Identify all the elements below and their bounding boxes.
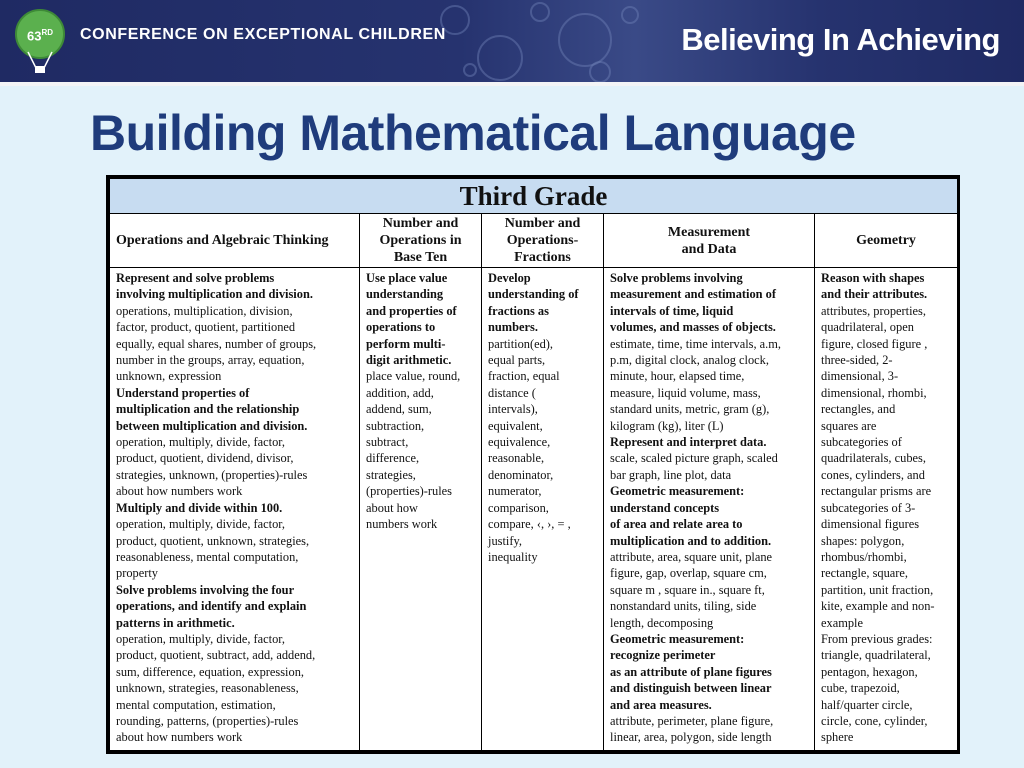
vocabulary-text: quadrilateral, open	[821, 320, 914, 335]
standard-heading: Represent and interpret data.	[610, 435, 767, 450]
standard-heading: and their attributes.	[821, 287, 928, 302]
standard-heading: Geometric measurement:	[610, 484, 745, 499]
standard-heading: Understand properties of	[116, 385, 250, 400]
standard-heading: between multiplication and division.	[116, 418, 308, 433]
vocabulary-text: compare, ‹, ›, = ,	[488, 517, 571, 532]
standard-heading: understand concepts	[610, 500, 720, 515]
vocabulary-text: operations, multiplication, division,	[116, 303, 293, 318]
vocabulary-text: operation, multiply, divide, factor,	[116, 435, 286, 450]
standard-heading: volumes, and masses of objects.	[610, 320, 776, 335]
standard-heading: Geometric measurement:	[610, 631, 745, 646]
standard-heading: Represent and solve problems	[116, 271, 275, 285]
standard-heading: Solve problems involving	[610, 271, 743, 285]
logo-number: 63RD	[27, 28, 54, 44]
column-header-fractions	[482, 214, 604, 268]
vocabulary-text: squares are	[821, 418, 877, 433]
vocabulary-text: minute, hour, elapsed time,	[610, 369, 745, 384]
column-content-base-ten	[360, 268, 482, 751]
vocabulary-text: inequality	[488, 549, 538, 564]
vocabulary-text: operation, multiply, divide, factor,	[116, 631, 286, 646]
vocabulary-text: property	[116, 566, 158, 581]
column-header-line: Operations-	[506, 233, 579, 248]
vocabulary-text: estimate, time, time intervals, a.m,	[610, 336, 782, 351]
standard-heading: understanding	[366, 287, 444, 302]
vocabulary-text: addition, add,	[366, 385, 434, 400]
vocabulary-text: difference,	[366, 451, 420, 466]
column-header-operations-algebraic	[110, 214, 360, 268]
column-header-base-ten	[360, 214, 482, 268]
standard-heading: Multiply and divide within 100.	[116, 500, 283, 515]
vocabulary-text: place value, round,	[366, 369, 461, 384]
vocabulary-text: about how	[366, 500, 418, 515]
vocabulary-text: about how numbers work	[116, 730, 243, 745]
vocabulary-text: attributes, properties,	[821, 303, 926, 318]
standard-heading: Reason with shapes	[821, 271, 925, 285]
vocabulary-text: cones, cylinders, and	[821, 467, 925, 482]
vocabulary-text: rectangular prisms are	[821, 484, 932, 499]
vocabulary-text: p.m, digital clock, analog clock,	[610, 353, 769, 368]
standard-heading: numbers.	[488, 320, 538, 335]
vocabulary-text: rectangle, square,	[821, 566, 909, 581]
standard-heading: operations to	[366, 320, 436, 335]
vocabulary-text: product, quotient, dividend, divisor,	[116, 451, 294, 466]
vocabulary-text: strategies,	[366, 467, 416, 482]
vocabulary-text: equal parts,	[488, 353, 546, 368]
vocabulary-text: scale, scaled picture graph, scaled	[610, 451, 778, 466]
header-banner	[0, 0, 1024, 82]
standard-heading: operations, and identify and explain	[116, 599, 307, 614]
standard-heading: measurement and estimation of	[610, 287, 776, 302]
vocabulary-text: reasonable,	[488, 451, 545, 466]
vocabulary-text: rectangles, and	[821, 402, 896, 417]
vocabulary-text: comparison,	[488, 500, 549, 515]
vocabulary-text: (properties)-rules	[366, 484, 453, 499]
vocabulary-text: dimensional figures	[821, 517, 920, 532]
column-header-line: Fractions	[514, 250, 571, 265]
vocabulary-text: justify,	[488, 533, 522, 548]
column-header-line: Geometry	[856, 233, 916, 248]
vocabulary-text: partition, unit fraction,	[821, 582, 934, 597]
vocabulary-text: equally, equal shares, number of groups,	[116, 336, 317, 351]
vocabulary-text: subcategories of 3-	[821, 500, 916, 515]
vocabulary-text: kilogram (kg), liter (L)	[610, 418, 724, 433]
vocabulary-text: From previous grades:	[821, 631, 933, 646]
standard-heading: as an attribute of plane figures	[610, 664, 772, 679]
banner-divider	[0, 82, 1024, 86]
vocabulary-text: unknown, strategies, reasonableness,	[116, 681, 299, 696]
standard-heading: recognize perimeter	[610, 648, 716, 663]
vocabulary-text: numerator,	[488, 484, 542, 499]
vocabulary-text: rhombus/rhombi,	[821, 549, 907, 564]
column-header-line: Measurement	[667, 224, 751, 240]
vocabulary-text: product, quotient, subtract, add, addend,	[116, 648, 316, 663]
vocabulary-text: unknown, expression	[116, 369, 222, 384]
organization-name: CONFERENCE ON EXCEPTIONAL CHILDREN	[80, 26, 446, 43]
vocabulary-text: sum, difference, equation, expression,	[116, 664, 304, 679]
vocabulary-text: shapes: polygon,	[821, 533, 905, 548]
standard-heading: and properties of	[366, 303, 457, 318]
vocabulary-text: three-sided, 2-	[821, 353, 893, 368]
vocabulary-text: sphere	[821, 730, 854, 745]
vocabulary-text: cube, trapezoid,	[821, 681, 900, 696]
column-header-line: Operations in	[379, 233, 462, 248]
vocabulary-text: equivalence,	[488, 435, 551, 450]
vocabulary-text: attribute, perimeter, plane figure,	[610, 713, 774, 728]
standard-heading: understanding of	[488, 287, 579, 302]
vocabulary-text: dimensional, rhombi,	[821, 385, 927, 400]
column-header-line: Number and	[382, 216, 459, 231]
vocabulary-text: dimensional, 3-	[821, 369, 899, 384]
vocabulary-text: intervals),	[488, 402, 538, 417]
vocabulary-text: product, quotient, unknown, strategies,	[116, 533, 310, 548]
column-header-line: Base Ten	[393, 250, 448, 265]
vocabulary-text: attribute, area, square unit, plane	[610, 549, 773, 564]
vocabulary-text: subcategories of	[821, 435, 902, 450]
vocabulary-text: quadrilaterals, cubes,	[821, 451, 926, 466]
column-header-measurement-data	[604, 214, 815, 268]
vocabulary-text: example	[821, 615, 863, 630]
column-header-line: and Data	[681, 241, 737, 257]
vocabulary-text: about how numbers work	[116, 484, 243, 499]
vocabulary-text: fraction, equal	[488, 369, 560, 384]
tagline: Believing In Achieving	[681, 22, 1000, 57]
vocabulary-text: length, decomposing	[610, 615, 714, 630]
vocabulary-text: distance (	[488, 385, 536, 400]
vocabulary-text: triangle, quadrilateral,	[821, 648, 931, 663]
vocabulary-text: subtract,	[366, 435, 409, 450]
column-content-measurement-data	[604, 268, 815, 751]
vocabulary-text: bar graph, line plot, data	[610, 467, 732, 482]
standard-heading: Use place value	[366, 271, 448, 285]
standard-heading: digit arithmetic.	[366, 353, 452, 368]
standard-heading: Solve problems involving the four	[116, 582, 295, 597]
vocabulary-text: standard units, metric, gram (g),	[610, 402, 770, 417]
column-content-geometry	[815, 268, 958, 751]
vocabulary-text: linear, area, polygon, side length	[610, 730, 772, 745]
vocabulary-text: partition(ed),	[488, 336, 554, 351]
page-title: Building Mathematical Language	[90, 105, 856, 161]
standard-heading: and area measures.	[610, 697, 712, 712]
standard-heading: multiplication and the relationship	[116, 402, 300, 417]
vocabulary-text: circle, cone, cylinder,	[821, 713, 928, 728]
column-header-geometry	[815, 214, 958, 268]
standard-heading: Develop	[488, 271, 531, 285]
vocabulary-text: equivalent,	[488, 418, 543, 433]
column-content-operations-algebraic	[110, 268, 360, 751]
vocabulary-text: pentagon, hexagon,	[821, 664, 918, 679]
vocabulary-text: measure, liquid volume, mass,	[610, 385, 761, 400]
vocabulary-text: number in the groups, array, equation,	[116, 353, 305, 368]
standard-heading: multiplication and to addition.	[610, 533, 772, 548]
vocabulary-text: addend, sum,	[366, 402, 432, 417]
standard-heading: patterns in arithmetic.	[116, 615, 235, 630]
vocabulary-text: figure, closed figure ,	[821, 336, 928, 351]
vocabulary-text: operation, multiply, divide, factor,	[116, 517, 286, 532]
content-row	[110, 268, 958, 751]
vocabulary-text: rounding, patterns, (properties)-rules	[116, 713, 299, 728]
standard-heading: fractions as	[488, 303, 549, 318]
vocabulary-text: numbers work	[366, 517, 438, 532]
column-header-row	[110, 214, 958, 268]
column-header-line: Number and	[504, 216, 581, 231]
vocabulary-text: factor, product, quotient, partitioned	[116, 320, 296, 335]
vocabulary-text: square m , square in., square ft,	[610, 582, 765, 597]
vocabulary-text: kite, example and non-	[821, 599, 935, 614]
standard-heading: intervals of time, liquid	[610, 303, 734, 318]
vocabulary-text: strategies, unknown, (properties)-rules	[116, 467, 308, 482]
vocabulary-text: nonstandard units, tiling, side	[610, 599, 757, 614]
vocabulary-text: denominator,	[488, 467, 554, 482]
standard-heading: of area and relate area to	[610, 517, 743, 532]
standard-heading: involving multiplication and division.	[116, 287, 313, 302]
vocabulary-text: reasonableness, mental computation,	[116, 549, 299, 564]
column-content-fractions	[482, 268, 604, 751]
vocabulary-text: figure, gap, overlap, square cm,	[610, 566, 767, 581]
vocabulary-text: half/quarter circle,	[821, 697, 913, 712]
standard-heading: and distinguish between linear	[610, 681, 772, 696]
vocabulary-text: subtraction,	[366, 418, 425, 433]
grade-heading: Third Grade	[110, 179, 958, 214]
standard-heading: perform multi-	[366, 336, 446, 351]
vocabulary-table	[106, 175, 960, 754]
vocabulary-text: mental computation, estimation,	[116, 697, 276, 712]
column-header-line: Operations and Algebraic Thinking	[116, 233, 329, 248]
